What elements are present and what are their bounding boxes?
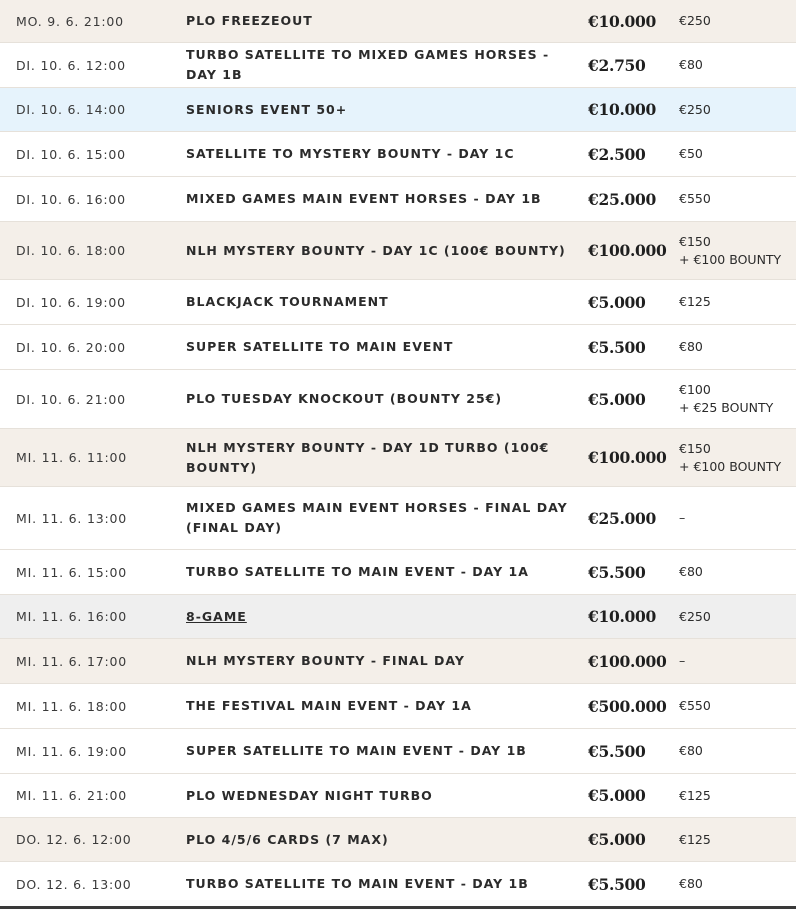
- row-guarantee: €5.500: [588, 337, 646, 357]
- row-date: DI. 10. 6. 20:00: [16, 339, 126, 355]
- row-buyin: €50: [679, 146, 703, 161]
- schedule-row[interactable]: [0, 550, 796, 595]
- row-event-name: NLH MYSTERY BOUNTY - FINAL DAY: [186, 653, 465, 668]
- row-buyin: €550: [679, 191, 711, 206]
- row-date: MI. 11. 6. 11:00: [16, 450, 127, 465]
- row-date: MI. 11. 6. 18:00: [16, 698, 127, 714]
- schedule-row[interactable]: [0, 595, 796, 639]
- row-guarantee: €25.000: [588, 508, 657, 528]
- row-buyin: €125: [679, 831, 711, 847]
- schedule-row[interactable]: [0, 43, 796, 88]
- buyin-amount: €100: [679, 382, 711, 397]
- schedule-row[interactable]: [0, 325, 796, 370]
- row-event-name: SUPER SATELLITE TO MAIN EVENT - DAY 1B: [186, 743, 527, 758]
- schedule-row[interactable]: [0, 177, 796, 222]
- row-event-name: MIXED GAMES MAIN EVENT HORSES - DAY 1B: [186, 191, 542, 206]
- row-date: MO. 9. 6. 21:00: [16, 13, 124, 29]
- schedule-row[interactable]: [0, 639, 796, 684]
- row-buyin: €250: [679, 101, 711, 117]
- row-event-name: SENIORS EVENT 50+: [186, 101, 348, 117]
- row-event-name: PLO WEDNESDAY NIGHT TURBO: [186, 787, 433, 803]
- row-event-name: BLACKJACK TOURNAMENT: [186, 294, 389, 309]
- row-date: MI. 11. 6. 17:00: [16, 653, 127, 669]
- row-buyin: [679, 370, 794, 428]
- row-guarantee: €5.000: [588, 830, 646, 849]
- buyin-bounty: + €100 BOUNTY: [679, 251, 782, 267]
- row-guarantee: €5.500: [588, 562, 646, 582]
- row-event-name: PLO 4/5/6 CARDS (7 MAX): [186, 831, 389, 847]
- row-guarantee: €5.000: [588, 292, 646, 312]
- row-buyin: €550: [679, 698, 711, 713]
- row-date: DO. 12. 6. 12:00: [16, 832, 132, 847]
- row-guarantee: €500.000: [588, 696, 667, 716]
- row-event-name: PLO TUESDAY KNOCKOUT (BOUNTY 25€): [186, 391, 503, 406]
- row-guarantee: €2.750: [588, 55, 646, 75]
- row-buyin: –: [679, 510, 686, 525]
- row-date: DI. 10. 6. 18:00: [16, 243, 126, 258]
- row-date: MI. 11. 6. 21:00: [16, 788, 127, 803]
- schedule-row[interactable]: [0, 222, 796, 280]
- row-buyin: €80: [679, 339, 703, 354]
- row-event-name: TURBO SATELLITE TO MAIN EVENT - DAY 1B: [186, 876, 529, 891]
- schedule-row[interactable]: [0, 818, 796, 862]
- schedule-row[interactable]: [0, 132, 796, 177]
- row-event-name: MIXED GAMES MAIN EVENT HORSES - FINAL DAY (FINAL DAY): [186, 500, 568, 535]
- buyin-bounty: + €25 BOUNTY: [679, 400, 774, 415]
- row-buyin: €80: [679, 743, 703, 758]
- row-date: DI. 10. 6. 16:00: [16, 191, 126, 207]
- row-guarantee: €100.000: [588, 448, 667, 467]
- row-guarantee: €10.000: [588, 100, 657, 119]
- row-buyin: €250: [679, 13, 711, 28]
- row-date: DI. 10. 6. 19:00: [16, 294, 126, 310]
- row-event-name: NLH MYSTERY BOUNTY - DAY 1D TURBO (100€ BOUNTY): [186, 439, 550, 475]
- row-buyin: [679, 222, 794, 279]
- buyin-bounty: + €100 BOUNTY: [679, 458, 782, 474]
- row-buyin: €80: [679, 876, 703, 891]
- row-buyin: €250: [679, 608, 711, 624]
- buyin-amount: €150: [679, 233, 711, 249]
- row-date: MI. 11. 6. 19:00: [16, 743, 127, 759]
- schedule-row[interactable]: [0, 487, 796, 550]
- schedule-row[interactable]: [0, 0, 796, 43]
- row-guarantee: €100.000: [588, 241, 667, 260]
- row-date: DO. 12. 6. 13:00: [16, 876, 132, 892]
- row-buyin: €125: [679, 294, 711, 309]
- schedule-row[interactable]: [0, 370, 796, 429]
- row-event-name: TURBO SATELLITE TO MAIN EVENT - DAY 1A: [186, 564, 529, 579]
- row-guarantee: €5.500: [588, 741, 646, 761]
- row-date: DI. 10. 6. 15:00: [16, 146, 126, 162]
- schedule-row[interactable]: [0, 774, 796, 818]
- row-date: MI. 11. 6. 15:00: [16, 564, 127, 580]
- row-date: DI. 10. 6. 14:00: [16, 102, 126, 117]
- row-buyin: [679, 429, 794, 486]
- schedule-row[interactable]: [0, 684, 796, 729]
- schedule-row[interactable]: [0, 429, 796, 487]
- row-guarantee: €100.000: [588, 651, 667, 671]
- schedule-row[interactable]: [0, 729, 796, 774]
- buyin-amount: €150: [679, 440, 711, 456]
- row-guarantee: €25.000: [588, 189, 657, 209]
- row-guarantee: €10.000: [588, 11, 657, 31]
- row-buyin: €125: [679, 787, 711, 803]
- row-guarantee: €5.500: [588, 874, 646, 894]
- schedule-row[interactable]: [0, 280, 796, 325]
- row-date: MI. 11. 6. 13:00: [16, 510, 127, 526]
- schedule-row[interactable]: [0, 88, 796, 132]
- row-date: DI. 10. 6. 21:00: [16, 391, 126, 407]
- row-event-name: THE FESTIVAL MAIN EVENT - DAY 1A: [186, 698, 472, 713]
- row-event-name: TURBO SATELLITE TO MIXED GAMES HORSES - DAY 1B: [186, 47, 550, 82]
- row-guarantee: €5.000: [588, 786, 646, 805]
- row-guarantee: €5.000: [588, 389, 646, 409]
- row-event-name: NLH MYSTERY BOUNTY - DAY 1C (100€ BOUNTY): [186, 242, 566, 258]
- row-buyin: €80: [679, 564, 703, 579]
- row-event-name: SUPER SATELLITE TO MAIN EVENT: [186, 339, 454, 354]
- row-buyin: €80: [679, 57, 703, 72]
- row-event-name: [186, 595, 576, 638]
- row-buyin: –: [679, 653, 686, 668]
- row-event-name: SATELLITE TO MYSTERY BOUNTY - DAY 1C: [186, 146, 515, 161]
- row-date: DI. 10. 6. 12:00: [16, 57, 126, 73]
- row-guarantee: €2.500: [588, 144, 646, 164]
- schedule-row[interactable]: [0, 862, 796, 907]
- event-link-8-game[interactable]: 8-GAME: [186, 608, 247, 624]
- row-guarantee: €10.000: [588, 607, 657, 626]
- row-event-name: PLO FREEZEOUT: [186, 13, 313, 28]
- row-date: MI. 11. 6. 16:00: [16, 609, 127, 624]
